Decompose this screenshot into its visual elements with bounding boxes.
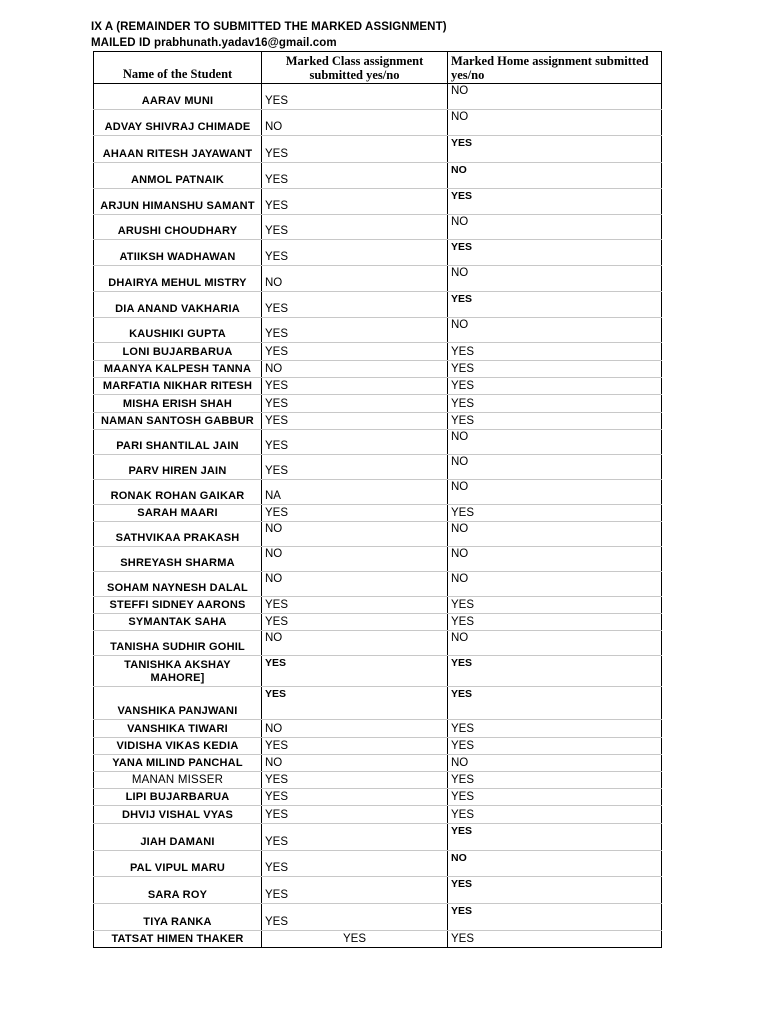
student-name-cell: PARI SHANTILAL JAIN [94,430,262,455]
table-row [94,931,662,948]
student-name-cell: MARFATIA NIKHAR RITESH [94,378,262,395]
table-row [94,597,662,614]
student-name-cell: ARJUN HIMANSHU SAMANT [94,189,262,215]
student-name-cell: TANISHA SUDHIR GOHIL [94,631,262,656]
class-assignment-cell: YES [262,931,448,948]
table-row [94,189,662,215]
home-assignment-cell: NO [448,480,662,505]
student-name-cell: LONI BUJARBARUA [94,343,262,361]
home-assignment-cell: YES [448,877,662,904]
student-name-cell: YANA MILIND PANCHAL [94,755,262,772]
class-assignment-cell: YES [262,378,448,395]
home-assignment-cell: NO [448,110,662,136]
student-name-cell: KAUSHIKI GUPTA [94,318,262,343]
table-row [94,824,662,851]
class-assignment-cell: NO [262,361,448,378]
table-row [94,772,662,789]
class-assignment-cell: YES [262,597,448,614]
home-assignment-cell: NO [448,522,662,547]
student-name-cell: AARAV MUNI [94,84,262,110]
class-assignment-cell: YES [262,136,448,163]
student-name-cell: ATIIKSH WADHAWAN [94,240,262,266]
table-row [94,413,662,430]
class-assignment-cell: YES [262,738,448,755]
class-assignment-cell: NO [262,266,448,292]
home-assignment-cell: YES [448,824,662,851]
student-name-cell: SOHAM NAYNESH DALAL [94,572,262,597]
table-row [94,789,662,806]
mailed-id-line: MAILED ID prabhunath.yadav16@gmail.com [91,37,337,49]
table-row [94,240,662,266]
class-assignment-cell: YES [262,395,448,413]
table-row [94,480,662,505]
home-assignment-cell: YES [448,614,662,631]
class-assignment-cell: YES [262,904,448,931]
class-assignment-cell: YES [262,240,448,266]
table-row [94,455,662,480]
assignment-table [93,51,662,948]
class-assignment-cell: YES [262,824,448,851]
class-assignment-cell: NO [262,720,448,738]
home-assignment-cell: YES [448,292,662,318]
student-name-cell: MISHA ERISH SHAH [94,395,262,413]
home-assignment-cell: YES [448,738,662,755]
table-row [94,266,662,292]
table-row [94,572,662,597]
home-assignment-cell: YES [448,136,662,163]
table-row [94,378,662,395]
home-assignment-cell: NO [448,266,662,292]
class-assignment-cell: NO [262,631,448,656]
class-assignment-cell: YES [262,772,448,789]
home-assignment-cell: YES [448,343,662,361]
class-assignment-cell: YES [262,215,448,240]
home-assignment-cell: YES [448,904,662,931]
student-name-cell: DIA ANAND VAKHARIA [94,292,262,318]
home-assignment-cell: YES [448,789,662,806]
student-name-cell: MANAN MISSER [94,772,262,789]
class-assignment-cell: NO [262,572,448,597]
student-name-cell: DHAIRYA MEHUL MISTRY [94,266,262,292]
student-name-cell: PARV HIREN JAIN [94,455,262,480]
table-row [94,395,662,413]
table-row [94,720,662,738]
table-row [94,547,662,572]
home-assignment-cell: NO [448,455,662,480]
class-assignment-cell: YES [262,84,448,110]
class-assignment-cell: NO [262,522,448,547]
student-name-cell: PAL VIPUL MARU [94,851,262,877]
student-name-cell: LIPI BUJARBARUA [94,789,262,806]
home-assignment-cell: YES [448,361,662,378]
class-assignment-cell: NO [262,755,448,772]
table-row [94,631,662,656]
home-assignment-cell: YES [448,772,662,789]
student-name-cell: ARUSHI CHOUDHARY [94,215,262,240]
column-header-class-assignment: Marked Class assignment submitted yes/no [262,52,448,84]
student-name-cell: ANMOL PATNAIK [94,163,262,189]
table-row [94,84,662,110]
student-name-cell: TANISHKA AKSHAY MAHORE] [94,656,262,687]
class-assignment-cell: NA [262,480,448,505]
table-row [94,687,662,720]
student-name-cell: VIDISHA VIKAS KEDIA [94,738,262,755]
document-title: IX A (REMAINDER TO SUBMITTED THE MARKED ASSIGNMENT) [91,21,447,33]
student-name-cell: SYMANTAK SAHA [94,614,262,631]
table-row [94,851,662,877]
student-name-cell: SATHVIKAA PRAKASH [94,522,262,547]
table-row [94,522,662,547]
table-row [94,904,662,931]
home-assignment-cell: NO [448,755,662,772]
home-assignment-cell: NO [448,318,662,343]
home-assignment-cell: YES [448,656,662,687]
column-header-name: Name of the Student [94,52,262,84]
table-row [94,110,662,136]
table-row [94,806,662,824]
class-assignment-cell: YES [262,656,448,687]
student-name-cell: STEFFI SIDNEY AARONS [94,597,262,614]
student-name-cell: ADVAY SHIVRAJ CHIMADE [94,110,262,136]
home-assignment-cell: YES [448,395,662,413]
student-name-cell: VANSHIKA TIWARI [94,720,262,738]
student-name-cell: SHREYASH SHARMA [94,547,262,572]
home-assignment-cell: YES [448,597,662,614]
home-assignment-cell: NO [448,631,662,656]
home-assignment-cell: YES [448,378,662,395]
student-name-cell: SARAH MAARI [94,505,262,522]
home-assignment-cell: YES [448,720,662,738]
class-assignment-cell: YES [262,189,448,215]
table-row [94,505,662,522]
table-row [94,136,662,163]
class-assignment-cell: YES [262,851,448,877]
table-row [94,430,662,455]
student-name-cell: TIYA RANKA [94,904,262,931]
table-row [94,361,662,378]
student-name-cell: NAMAN SANTOSH GABBUR [94,413,262,430]
home-assignment-cell: NO [448,84,662,110]
class-assignment-cell: YES [262,877,448,904]
table-row [94,215,662,240]
class-assignment-cell: YES [262,505,448,522]
student-name-cell: JIAH DAMANI [94,824,262,851]
table-row [94,877,662,904]
class-assignment-cell: NO [262,547,448,572]
home-assignment-cell: NO [448,547,662,572]
home-assignment-cell: YES [448,240,662,266]
table-body [94,84,662,948]
table-row [94,738,662,755]
home-assignment-cell: YES [448,687,662,720]
class-assignment-cell: YES [262,318,448,343]
class-assignment-cell: YES [262,789,448,806]
table-row [94,318,662,343]
home-assignment-cell: NO [448,430,662,455]
table-row [94,163,662,189]
table-row [94,755,662,772]
home-assignment-cell: NO [448,163,662,189]
class-assignment-cell: YES [262,806,448,824]
class-assignment-cell: YES [262,455,448,480]
table-row [94,343,662,361]
class-assignment-cell: YES [262,413,448,430]
student-name-cell: VANSHIKA PANJWANI [94,687,262,720]
student-name-cell: DHVIJ VISHAL VYAS [94,806,262,824]
home-assignment-cell: YES [448,505,662,522]
table-row [94,292,662,318]
home-assignment-cell: YES [448,806,662,824]
table-row [94,656,662,687]
student-name-cell: MAANYA KALPESH TANNA [94,361,262,378]
class-assignment-cell: YES [262,614,448,631]
class-assignment-cell: NO [262,110,448,136]
class-assignment-cell: YES [262,292,448,318]
class-assignment-cell: YES [262,343,448,361]
student-name-cell: AHAAN RITESH JAYAWANT [94,136,262,163]
class-assignment-cell: YES [262,687,448,720]
home-assignment-cell: YES [448,189,662,215]
column-header-home-assignment: Marked Home assignment submitted yes/no [448,52,662,84]
home-assignment-cell: NO [448,572,662,597]
home-assignment-cell: NO [448,851,662,877]
student-name-cell: SARA ROY [94,877,262,904]
home-assignment-cell: NO [448,215,662,240]
student-name-cell: RONAK ROHAN GAIKAR [94,480,262,505]
home-assignment-cell: YES [451,933,475,945]
table-row [94,614,662,631]
student-name-cell: TATSAT HIMEN THAKER [94,931,262,948]
home-assignment-cell: YES [448,413,662,430]
class-assignment-cell: YES [262,430,448,455]
class-assignment-cell: YES [262,163,448,189]
